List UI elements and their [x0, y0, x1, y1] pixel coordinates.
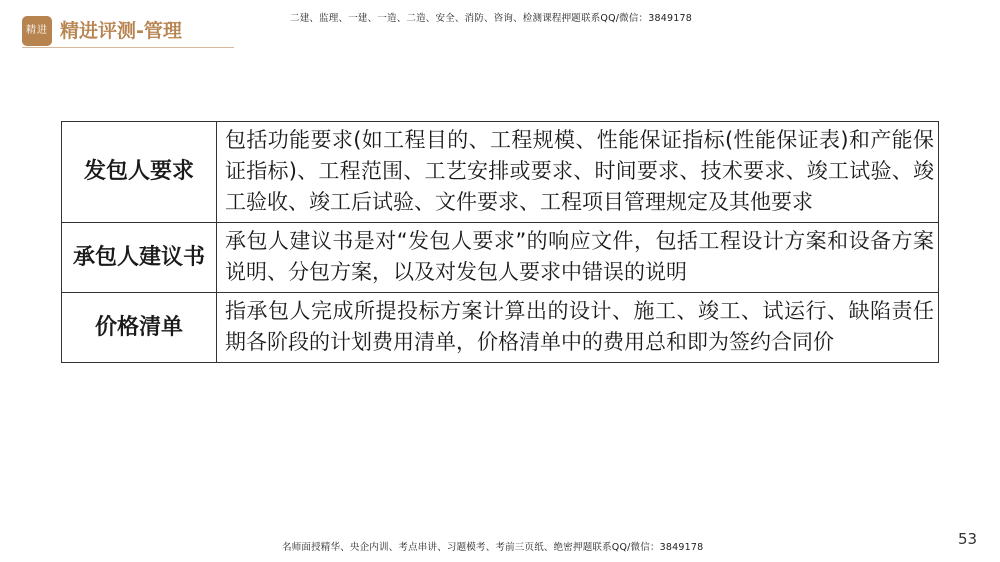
term-cell: 价格清单: [62, 293, 217, 363]
brand-logo: 精进: [22, 16, 52, 46]
header-contact-note: 二建、监理、一建、一造、二造、安全、消防、咨询、检测课程押题联系QQ/微信：3849178: [290, 13, 692, 24]
table-row: [62, 223, 939, 293]
table-row: [62, 293, 939, 363]
definition-table: [61, 121, 939, 363]
description-cell: 包括功能要求(如工程目的、工程规模、性能保证指标(性能保证表)和产能保证指标)、工程范围、工艺安排或要求、时间要求、技术要求、竣工试验、竣工验收、竣工后试验、文件要求、工程项目管理规定及其他要求: [217, 122, 939, 223]
description-cell: 指承包人完成所提投标方案计算出的设计、施工、竣工、试运行、缺陷责任期各阶段的计划费用清单，价格清单中的费用总和即为签约合同价: [217, 293, 939, 363]
table-row: [62, 122, 939, 223]
footer-contact-note: 名师面授精华、央企内训、考点串讲、习题模考、考前三页纸、绝密押题联系QQ/微信：3849178: [282, 542, 704, 553]
brand-title: 精进评测-管理: [60, 20, 182, 42]
term-cell: 承包人建议书: [62, 223, 217, 293]
page-number: 53: [958, 530, 978, 548]
brand-underline: [22, 47, 234, 48]
term-cell: 发包人要求: [62, 122, 217, 223]
description-cell: 承包人建议书是对“发包人要求”的响应文件，包括工程设计方案和设备方案说明、分包方案，以及对发包人要求中错误的说明: [217, 223, 939, 293]
